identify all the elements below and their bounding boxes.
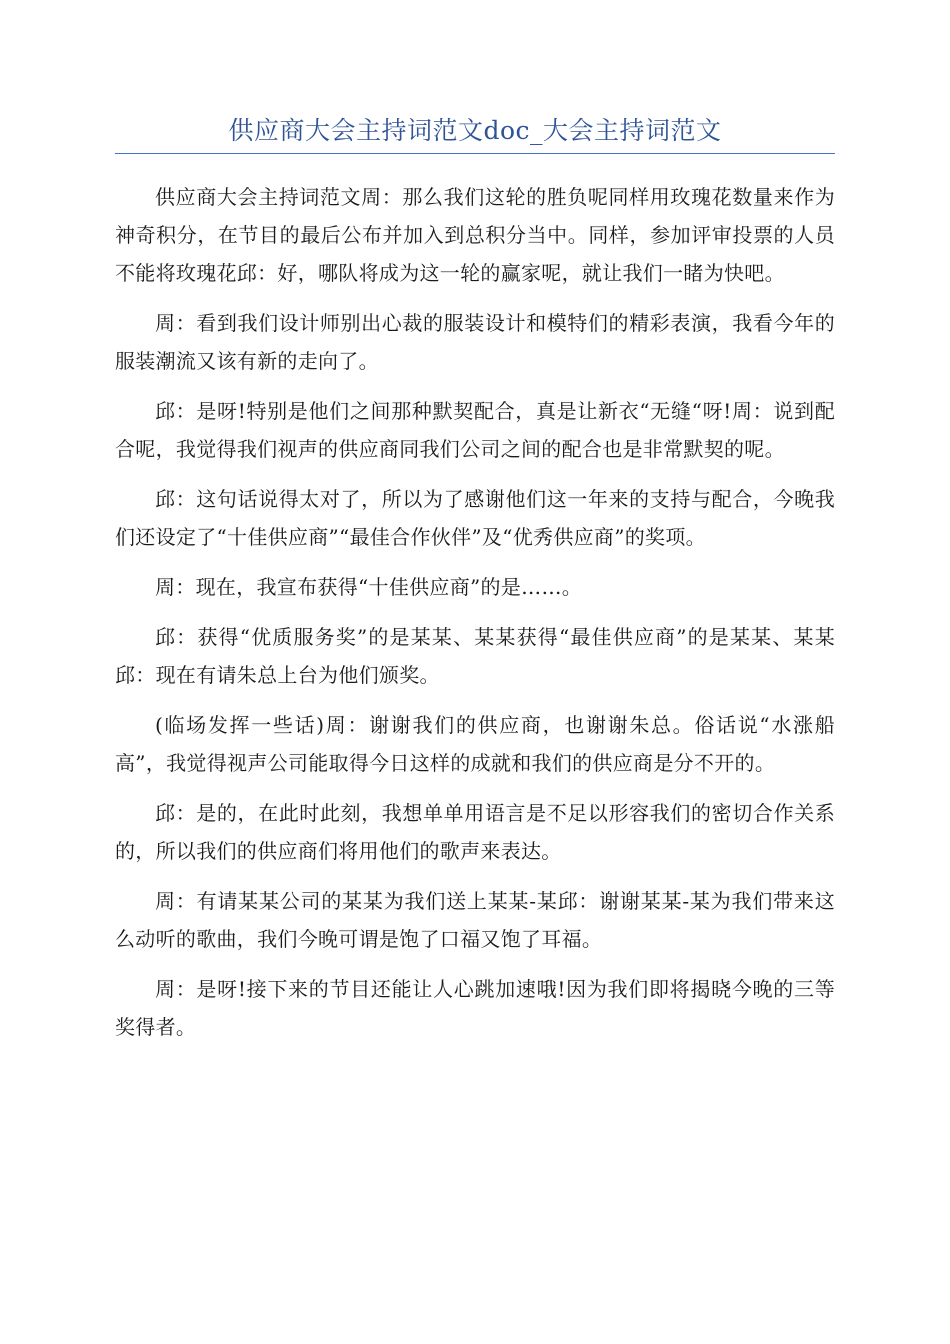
- paragraph: 周：是呀!接下来的节目还能让人心跳加速哦!因为我们即将揭晓今晚的三等奖得者。: [115, 977, 835, 1039]
- document-title: 供应商大会主持词范文doc_大会主持词范文: [115, 112, 835, 154]
- document-page: [115, 112, 835, 1058]
- paragraph: 周：有请某某公司的某某为我们送上某某-某邱：谢谢某某-某为我们带来这么动听的歌曲，我们今晚可谓是饱了口福又饱了耳福。: [115, 889, 835, 951]
- paragraph: 邱：获得“优质服务奖”的是某某、某某获得“最佳供应商”的是某某、某某邱：现在有请朱总上台为他们颁奖。: [115, 625, 835, 687]
- document-body: [115, 178, 835, 1046]
- paragraph: 周：现在，我宣布获得“十佳供应商”的是……。: [155, 575, 583, 599]
- paragraph: (临场发挥一些话)周：谢谢我们的供应商，也谢谢朱总。俗话说“水涨船高”，我觉得视声公司能取得今日这样的成就和我们的供应商是分不开的。: [115, 713, 835, 775]
- paragraph: 邱：是呀!特别是他们之间那种默契配合，真是让新衣“无缝“呀!周：说到配合呢，我觉得我们视声的供应商同我们公司之间的配合也是非常默契的呢。: [115, 399, 835, 461]
- paragraph: 邱：是的，在此时此刻，我想单单用语言是不足以形容我们的密切合作关系的，所以我们的供应商们将用他们的歌声来表达。: [115, 801, 835, 863]
- paragraph: 周：看到我们设计师别出心裁的服装设计和模特们的精彩表演，我看今年的服装潮流又该有新的走向了。: [115, 311, 835, 373]
- paragraph: 邱：这句话说得太对了，所以为了感谢他们这一年来的支持与配合，今晚我们还设定了“十佳供应商”“最佳合作伙伴”及“优秀供应商”的奖项。: [115, 487, 835, 549]
- paragraph: 供应商大会主持词范文周：那么我们这轮的胜负呢同样用玫瑰花数量来作为神奇积分，在节目的最后公布并加入到总积分当中。同样，参加评审投票的人员不能将玫瑰花邱：好，哪队将成为这一轮的赢家呢，就让我们一睹为快吧。: [115, 185, 835, 285]
